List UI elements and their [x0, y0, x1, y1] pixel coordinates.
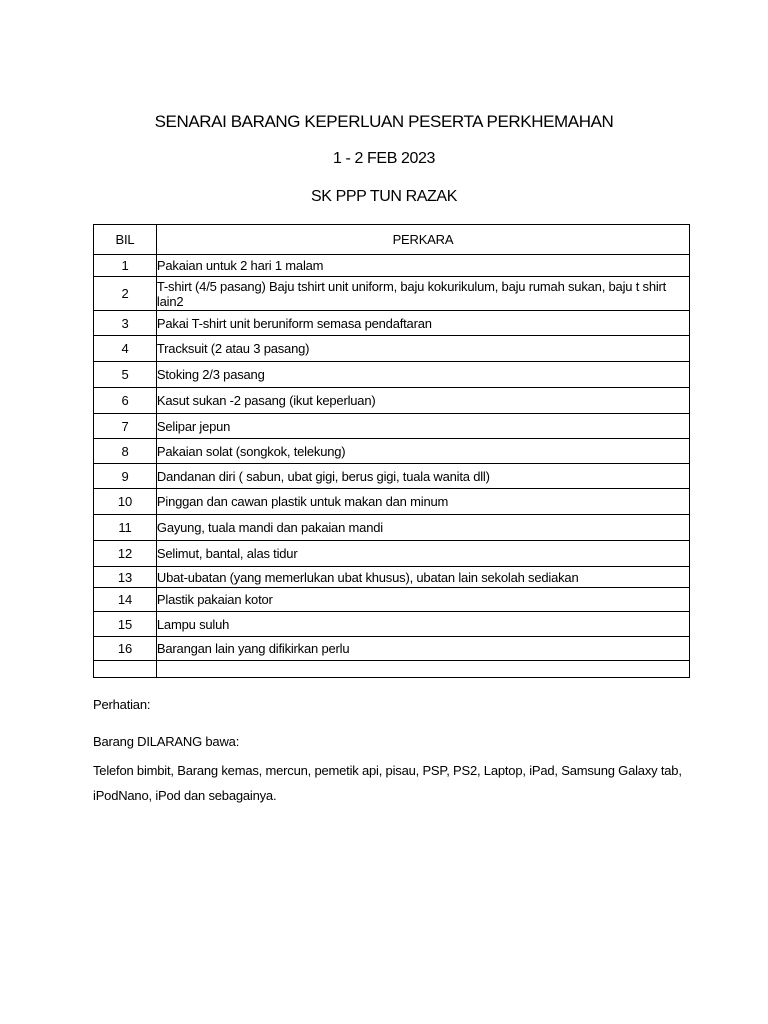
table-row	[94, 311, 690, 336]
row-item: Dandanan diri ( sabun, ubat gigi, berus gigi, tuala wanita dll)	[156, 464, 689, 489]
table-row	[94, 637, 690, 661]
row-item: Pakaian solat (songkok, telekung)	[156, 439, 689, 464]
banned-colon: :	[235, 734, 240, 749]
row-item: Pinggan dan cawan plastik untuk makan dan minum	[156, 489, 689, 515]
table-row	[94, 277, 690, 311]
row-number: 4	[94, 336, 157, 362]
row-number-empty	[94, 661, 157, 678]
row-item: Ubat-ubatan (yang memerlukan ubat khusus), ubatan lain sekolah sediakan	[156, 567, 689, 588]
row-item: Pakaian untuk 2 hari 1 malam	[156, 255, 689, 277]
table-header-row	[94, 225, 690, 255]
row-number: 8	[94, 439, 157, 464]
header-perkara: PERKARA	[156, 225, 689, 255]
row-number: 3	[94, 311, 157, 336]
row-item: T-shirt (4/5 pasang) Baju tshirt unit uniform, baju kokurikulum, baju rumah sukan, baju t shirt lain2	[156, 277, 689, 311]
table-row	[94, 336, 690, 362]
document-date: 1 - 2 FEB 2023	[332, 150, 436, 167]
row-number: 2	[94, 277, 157, 311]
table-row	[94, 489, 690, 515]
row-item: Kasut sukan -2 pasang (ikut keperluan)	[156, 388, 689, 414]
banned-label: Barang DILARANG bawa	[93, 734, 236, 749]
table-row	[94, 388, 690, 414]
table-row	[94, 414, 690, 439]
table-row	[94, 362, 690, 388]
table-row	[94, 541, 690, 567]
row-item: Tracksuit (2 atau 3 pasang)	[156, 336, 689, 362]
row-item: Plastik pakaian kotor	[156, 588, 689, 612]
row-item: Lampu suluh	[156, 612, 689, 637]
row-number: 15	[94, 612, 157, 637]
row-item: Gayung, tuala mandi dan pakaian mandi	[156, 515, 689, 541]
banned-items: Telefon bimbit, Barang kemas, mercun, pemetik api, pisau, PSP, PS2, Laptop, iPad, Samsung Galaxy tab, iPodNano, iPod dan sebagainya.	[93, 763, 682, 803]
table-row	[94, 255, 690, 277]
row-number: 14	[94, 588, 157, 612]
table-row	[94, 567, 690, 588]
row-number: 16	[94, 637, 157, 661]
row-number: 5	[94, 362, 157, 388]
items-table	[93, 224, 690, 678]
row-number: 1	[94, 255, 157, 277]
row-item: Selimut, bantal, alas tidur	[156, 541, 689, 567]
row-number: 13	[94, 567, 157, 588]
row-item: Pakai T-shirt unit beruniform semasa pendaftaran	[156, 311, 689, 336]
row-number: 11	[94, 515, 157, 541]
table-row	[94, 612, 690, 637]
header-bil: BIL	[94, 225, 157, 255]
row-item: Stoking 2/3 pasang	[156, 362, 689, 388]
row-number: 10	[94, 489, 157, 515]
row-item: Selipar jepun	[156, 414, 689, 439]
table-row	[94, 515, 690, 541]
school-name: SK PPP TUN RAZAK	[311, 188, 457, 205]
table-row	[94, 439, 690, 464]
row-number: 7	[94, 414, 157, 439]
row-number: 6	[94, 388, 157, 414]
notes-heading: Perhatian:	[93, 697, 151, 712]
table-row-empty	[94, 661, 690, 678]
banned-heading	[93, 734, 239, 749]
row-item-empty	[156, 661, 689, 678]
row-number: 9	[94, 464, 157, 489]
table-row	[94, 588, 690, 612]
row-number: 12	[94, 541, 157, 567]
row-item: Barangan lain yang difikirkan perlu	[156, 637, 689, 661]
table-row	[94, 464, 690, 489]
document-title: SENARAI BARANG KEPERLUAN PESERTA PERKHEMAHAN	[154, 112, 614, 131]
